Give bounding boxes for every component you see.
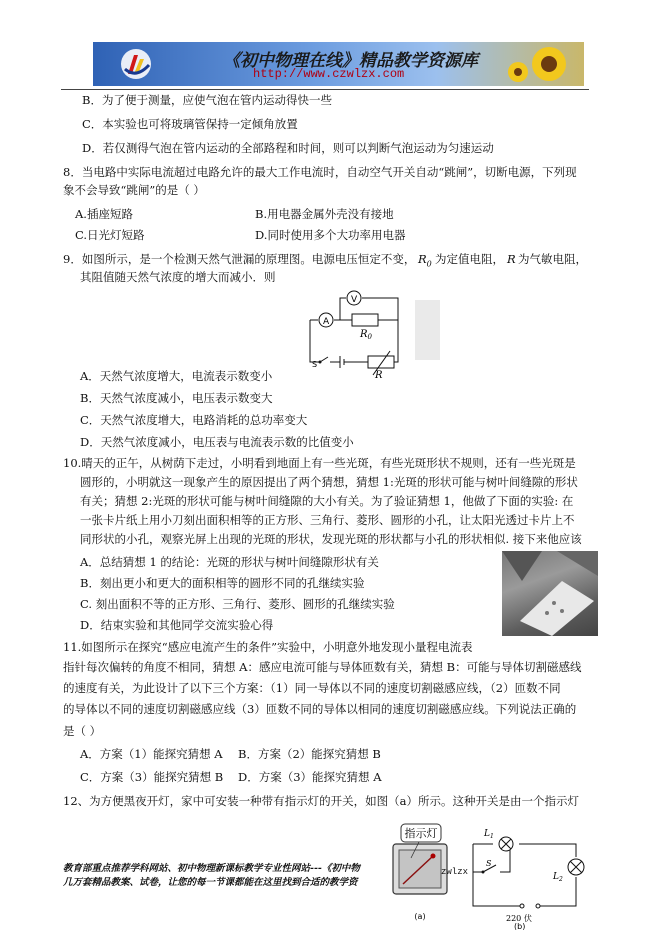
footer-line2: 几万套精品教案、试卷，让您的每一节课都能在这里找到合适的教学资 — [63, 877, 358, 888]
sunflower-icon — [504, 44, 574, 84]
q8-stem-line1: 8．当电路中实际电流超过电路允许的最大工作电流时，自动空气开关自动“跳闸”，切断电源，下列现 — [63, 165, 577, 179]
q11-option-b: B．方案（2）能探究猜想 B — [238, 747, 381, 761]
indicator-label: 指示灯 — [404, 827, 438, 840]
q10-stem-line5: 同形状的小孔，观察光屏上出现的光斑的形状，发现光斑的形状都与小孔的形状相似. 接下来他应该 — [80, 532, 582, 546]
q9-symbol-r0: $R_0$ — [418, 252, 432, 269]
q11-stem-line4: 的导体以不同的速度切割磁感应线（3）匝数不同的导体以相同的速度切割磁感应线。下列说法正确的 — [63, 702, 577, 716]
q8-option-c: C.日光灯短路 — [75, 228, 145, 242]
voltmeter-label: V — [351, 295, 358, 305]
q11-stem-line3: 的速度有关，为此设计了以下三个方案：（1）同一导体以不同的速度切割磁感应线，（2）匝数不同 — [63, 681, 561, 695]
voltage-label: 220 伏 — [506, 914, 532, 923]
q9-circuit-diagram — [300, 285, 440, 380]
q10-stem-line3: 有关；猜想 2:光斑的形状可能与树叶间缝隙的大小有关。为了验证猜想 1，他做了下面的实验: 在 — [80, 494, 574, 508]
q11-option-d: D．方案（3）能探究猜想 A — [238, 770, 382, 784]
q10-stem-line4: 一张卡片纸上用小刀刻出面积相等的正方形、三角行、菱形、圆形的小孔，让太阳光透过卡片上不 — [80, 513, 575, 527]
header-rule — [61, 89, 589, 90]
q8-option-b: B.用电器金属外壳没有接地 — [255, 207, 394, 221]
q9-stem-part2: 为定值电阻， — [435, 252, 504, 266]
q11-option-c: C．方案（3）能探究猜想 B — [80, 770, 224, 784]
q11-stem-line1: 11.如图所示在探究“感应电流产生的条件”实验中，小明意外地发现小量程电流表 — [63, 640, 473, 654]
q9-option-c: C．天然气浓度增大，电路消耗的总功率变大 — [80, 413, 308, 427]
q7-option-b: B．为了便于测量，应使气泡在管内运动得快一些 — [82, 93, 332, 107]
q9-stem-part3: 为气敏电阻， — [518, 252, 587, 266]
q10-stem-line1: 10.晴天的正午，从树荫下走过，小明看到地面上有一些光斑，有些光斑形状不规则，还有一些光斑是 — [63, 456, 576, 470]
caption-a: (a) — [414, 912, 426, 921]
site-logo-icon — [119, 47, 153, 81]
q9-option-a: A．天然气浓度增大，电流表示数变小 — [80, 369, 273, 383]
q8-option-a: A.插座短路 — [75, 207, 133, 221]
r-label: R — [375, 370, 383, 380]
l2-label: $L_2$ — [553, 872, 563, 883]
ammeter-label: A — [323, 317, 330, 327]
s-label: S — [486, 859, 492, 868]
q10-photo — [502, 551, 598, 636]
q7-option-c: C．本实验也可将玻璃管保持一定倾角放置 — [82, 117, 298, 131]
q11-option-a: A．方案（1）能探究猜想 A — [80, 747, 223, 761]
q10-option-d: D．结束实验和其他同学交流实验心得 — [80, 618, 274, 632]
q11-stem-line2: 指针每次偏转的角度不相同，猜想 A：感应电流可能与导体匝数有关，猜想 B：可能与导体切割磁感线 — [63, 660, 582, 674]
banner-url: http://www.czwlzx.com — [253, 67, 405, 81]
footer-stamp: zwlzx — [441, 867, 469, 877]
q12-stem-line1: 12、为方便黑夜开灯，家中可安装一种带有指示灯的开关，如图（a）所示。这种开关是由一个指示灯 — [63, 794, 579, 808]
q12-figure-b — [458, 822, 590, 930]
q8-option-d: D.同时使用多个大功率用电器 — [255, 228, 406, 242]
q9-stem-part1: 9．如图所示，是一个检测天然气泄漏的原理图。电源电压恒定不变， — [63, 252, 416, 266]
q9-option-d: D．天然气浓度减小，电压表与电流表示数的比值变小 — [80, 435, 354, 449]
q9-stem-line2: 其阻值随天然气浓度的增大而减小．则 — [80, 270, 276, 284]
q7-option-d: D．若仅测得气泡在管内运动的全部路程和时间，则可以判断气泡运动为匀速运动 — [82, 141, 494, 155]
footer-line1: 教育部重点推荐学科网站、初中物理新课标教学专业性网站---《初中物 — [63, 863, 360, 874]
q10-stem-line2: 圆形的，小明就这一现象产生的原因提出了两个猜想，猜想 1:光斑的形状可能与树叶间缝隙的形状 — [80, 475, 578, 489]
q9-symbol-r: R — [507, 252, 516, 266]
q10-option-a: A．总结猜想 1 的结论：光斑的形状与树叶间缝隙形状有关 — [80, 555, 379, 569]
q11-stem-line5: 是（ ） — [63, 724, 102, 738]
caption-b: (b) — [514, 922, 526, 930]
header-banner — [93, 42, 584, 86]
q10-option-c: C. 刻出面积不等的正方形、三角行、菱形、圆形的孔继续实验 — [80, 597, 395, 611]
q9-option-b: B．天然气浓度减小，电压表示数变大 — [80, 391, 273, 405]
banner-title: 《初中物理在线》精品教学资源库 — [223, 51, 478, 71]
l1-label: $L_1$ — [484, 829, 494, 840]
switch-label: S — [312, 360, 318, 369]
q10-option-b: B．刻出更小和更大的面积相等的圆形不同的孔继续实验 — [80, 576, 365, 590]
r0-label: $R_0$ — [360, 329, 372, 341]
q8-stem-line2: 象不会导致“跳闸”的是（ ） — [63, 183, 205, 197]
